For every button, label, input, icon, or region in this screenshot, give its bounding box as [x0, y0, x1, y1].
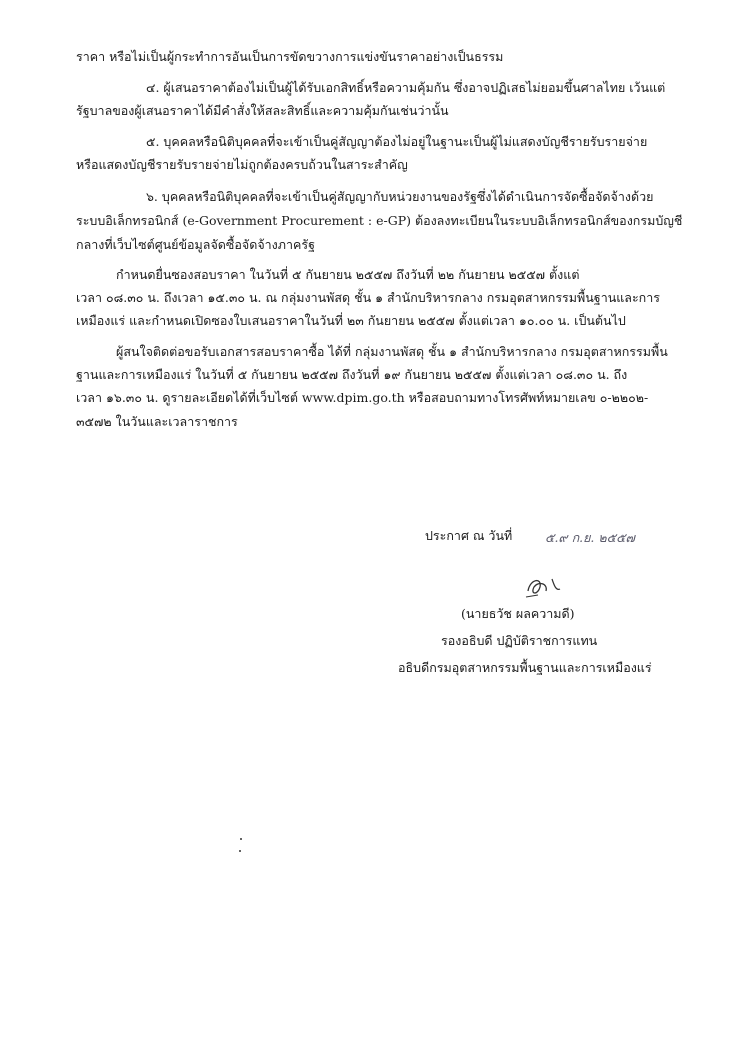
paragraph-line: หรือแสดงบัญชีรายรับรายจ่ายไม่ถูกต้องครบถ้วนในสาระสำคัญ	[76, 157, 408, 172]
paragraph-line: ผู้สนใจติดต่อขอรับเอกสารสอบราคาซื้อ ได้ที่ กลุ่มงานพัสดุ ชั้น ๑ สำนักบริหารกลาง กรมอุตสาหกรรมพื้น	[116, 344, 668, 359]
paragraph-line: เวลา ๑๖.๓๐ น. ดูรายละเอียดได้ที่เว็บไซต์ www.dpim.go.th หรือสอบถามทางโทรศัพท์หมายเลข ๐-๒๒๐๒-	[76, 390, 649, 405]
paragraph-line: รัฐบาลของผู้เสนอราคาได้มีคำสั่งให้สละสิทธิ์และความคุ้มกันเช่นว่านั้น	[76, 103, 449, 118]
paragraph-line: ๓๕๗๒ ในวันและเวลาราชการ	[76, 414, 238, 429]
scan-speck	[239, 850, 241, 852]
paragraph-line: ๔. ผู้เสนอราคาต้องไม่เป็นผู้ได้รับเอกสิทธิ์หรือความคุ้มกัน ซึ่งอาจปฏิเสธไม่ยอมขึ้นศาลไทย เว้นแต่	[146, 80, 666, 95]
signer-position: รองอธิบดี ปฏิบัติราชการแทน	[441, 633, 598, 648]
paragraph-line: ๕. บุคคลหรือนิติบุคคลที่จะเข้าเป็นคู่สัญญาต้องไม่อยู่ในฐานะเป็นผู้ไม่แสดงบัญชีรายรับรายจ่าย	[146, 134, 648, 149]
paragraph-line: เหมืองแร่ และกำหนดเปิดซองใบเสนอราคาในวันที่ ๒๓ กันยายน ๒๕๕๗ ตั้งแต่เวลา ๑๐.๐๐ น. เป็นต้นไป	[76, 313, 626, 328]
signer-name: (นายธวัช ผลความดี)	[461, 606, 575, 621]
announce-label: ประกาศ ณ วันที่	[425, 528, 513, 543]
announce-date-stamp: ๕.๙ ก.ย. ๒๕๕๗	[545, 530, 635, 545]
paragraph-line: ๖. บุคคลหรือนิติบุคคลที่จะเข้าเป็นคู่สัญญากับหน่วยงานของรัฐซึ่งได้ดำเนินการจัดซื้อจัดจ้างด้วย	[146, 189, 654, 204]
paragraph-line: ระบบอิเล็กทรอนิกส์ (e-Government Procurement : e-GP) ต้องลงทะเบียนในระบบอิเล็กทรอนิกส์ของกรมบัญชี	[76, 213, 683, 228]
signer-organization: อธิบดีกรมอุตสาหกรรมพื้นฐานและการเหมืองแร่	[398, 660, 652, 675]
paragraph-line: กำหนดยื่นซองสอบราคา ในวันที่ ๕ กันยายน ๒๕๕๗ ถึงวันที่ ๒๒ กันยายน ๒๕๕๗ ตั้งแต่	[116, 267, 580, 282]
paragraph-line: ราคา หรือไม่เป็นผู้กระทำการอันเป็นการขัดขวางการแข่งขันราคาอย่างเป็นธรรม	[76, 49, 504, 64]
paragraph-line: กลางที่เว็บไซต์ศูนย์ข้อมูลจัดซื้อจัดจ้างภาครัฐ	[76, 237, 316, 252]
signature-image	[520, 565, 580, 605]
paragraph-line: เวลา ๐๘.๓๐ น. ถึงเวลา ๑๕.๓๐ น. ณ กลุ่มงานพัสดุ ชั้น ๑ สำนักบริหารกลาง กรมอุตสาหกรรมพื้นฐานและการ	[76, 290, 660, 305]
paragraph-line: ฐานและการเหมืองแร่ ในวันที่ ๕ กันยายน ๒๕๕๗ ถึงวันที่ ๑๙ กันยายน ๒๕๕๗ ตั้งแต่เวลา ๐๘.๓๐ น. ถึง	[76, 367, 628, 382]
scan-speck	[240, 838, 242, 840]
